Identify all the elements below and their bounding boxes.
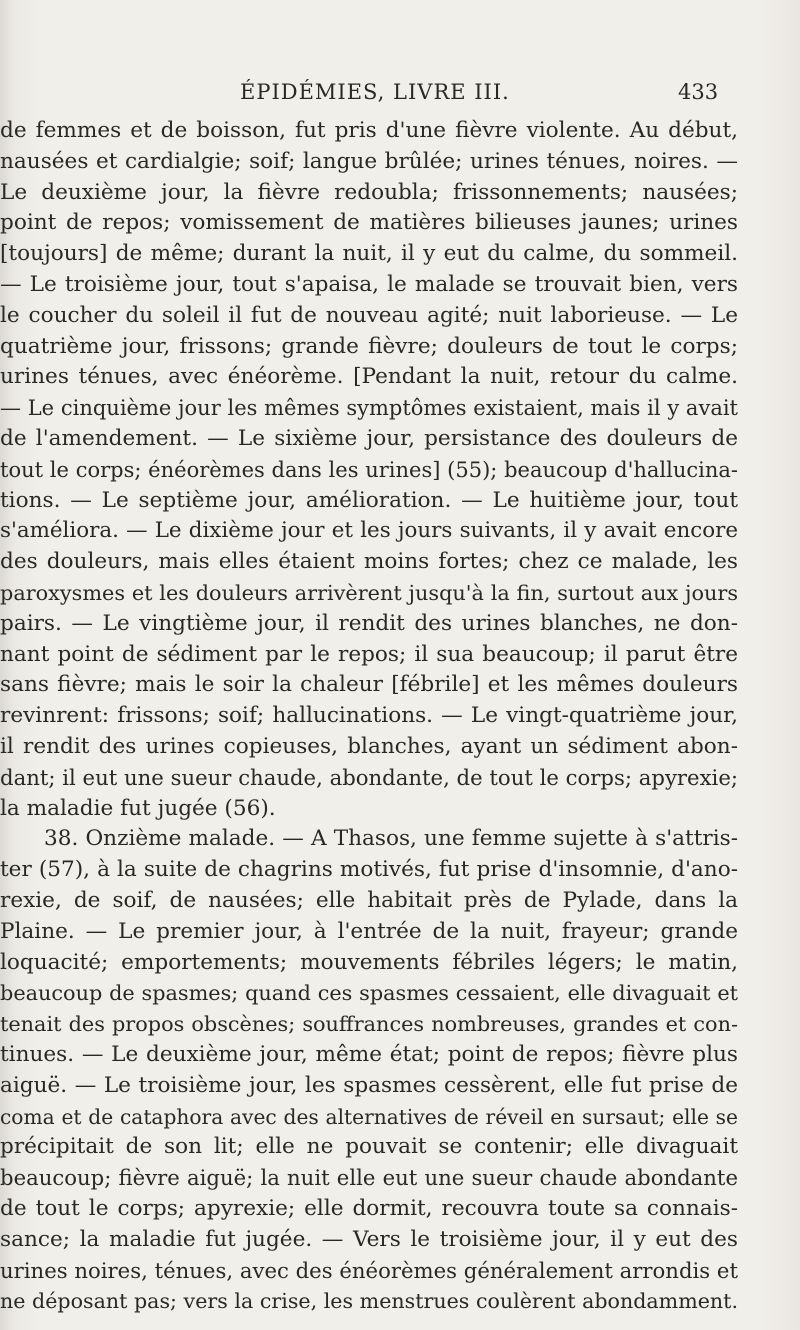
text-line: aiguë. — Le troisième jour, les spasmes cessèrent, elle fut prise de [0,1072,738,1098]
text-line: urines noires, ténues, avec des énéorèmes généralement arrondis et [0,1257,738,1283]
text-line: loquacité; emportements; mouvements fébriles légers; le matin, [0,949,738,975]
text-line: tout le corps; énéorèmes dans les urines] (55); beaucoup d'hallucina- [0,457,738,482]
text-line: précipitait de son lit; elle ne pouvait se contenir; elle divaguait [0,1134,738,1160]
text-line: le coucher du soleil il fut de nouveau agité; nuit laborieuse. — Le [0,302,738,328]
text-line: sance; la maladie fut jugée. — Vers le troisième jour, il y eut des [0,1226,738,1252]
text-line: de tout le corps; apyrexie; elle dormit, recouvra toute sa connais- [0,1196,738,1221]
text-line: quatrième jour, frissons; grande fièvre; douleurs de tout le corps; [0,333,738,359]
text-line: nausées et cardialgie; soif; langue brûlée; urines ténues, noires. — [0,148,738,174]
text-line: pairs. — Le vingtième jour, il rendit des urines blanches, ne don- [0,610,738,636]
text-line: — Le troisième jour, tout s'apaisa, le malade se trouvait bien, vers [0,272,738,297]
text-line: beaucoup; fièvre aiguë; la nuit elle eut une sueur chaude abondante [0,1165,738,1191]
text-line: il rendit des urines copieuses, blanches, ayant un sédiment abon- [0,734,738,759]
text-line: de l'amendement. — Le sixième jour, persistance des douleurs de [0,426,738,451]
text-line: tinues. — Le deuxième jour, même état; point de repos; fièvre plus [0,1042,738,1067]
text-line: revinrent: frissons; soif; hallucinations. — Le vingt-quatrième jour, [0,703,738,729]
text-line: sans fièvre; mais le soir la chaleur [fébrile] et les mêmes douleurs [0,672,738,698]
text-line: tions. — Le septième jour, amélioration. — Le huitième jour, tout [0,487,738,513]
text-line: ne déposant pas; vers la crise, les menstrues coulèrent abondamment. [0,1289,738,1314]
text-line: Le deuxième jour, la fièvre redoubla; frissonnements; nausées; [0,179,738,205]
text-line: Plaine. — Le premier jour, à l'entrée de la nuit, frayeur; grande [0,918,738,944]
text-line: [toujours] de même; durant la nuit, il y eut du calme, du sommeil. [0,241,738,267]
page-header [0,80,800,116]
text-line: tenait des propos obscènes; souffrances nombreuses, grandes et con- [0,1012,738,1037]
text-line: dant; il eut une sueur chaude, abondante, de tout le corps; apyrexie; [0,764,738,790]
text-line: s'améliora. — Le dixième jour et les jours suivants, il y avait encore [0,518,738,544]
text-line: nant point de sédiment par le repos; il sua beaucoup; il parut être [0,641,738,667]
running-title: ÉPIDÉMIES, LIVRE III. [240,80,510,104]
text-line: point de repos; vomissement de matières bilieuses jaunes; urines [0,210,738,236]
text-line: coma et de cataphora avec des alternatives de réveil en sursaut; elle se [0,1104,738,1129]
text-line: paroxysmes et les douleurs arrivèrent jusqu'à la fin, surtout aux jours [0,581,738,605]
text-line: des douleurs, mais elles étaient moins fortes; chez ce malade, les [0,549,738,575]
text-line: rexie, de soif, de nausées; elle habitait près de Pylade, dans la [0,888,738,913]
page-number: 433 [678,80,719,104]
text-line: beaucoup de spasmes; quand ces spasmes cessaient, elle divaguait et [0,981,738,1006]
text-line: 38. Onzième malade. — A Thasos, une femme sujette à s'attris- [44,826,738,852]
text-line: de femmes et de boisson, fut pris d'une fièvre violente. Au début, [0,118,738,143]
text-line: la maladie fut jugée (56). [0,795,276,821]
text-line: ter (57), à la suite de chagrins motivés, fut prise d'insomnie, d'ano- [0,857,738,883]
text-line: — Le cinquième jour les mêmes symptômes existaient, mais il y avait [0,396,738,421]
text-line: urines ténues, avec énéorème. [Pendant la nuit, retour du calme. [0,364,738,390]
